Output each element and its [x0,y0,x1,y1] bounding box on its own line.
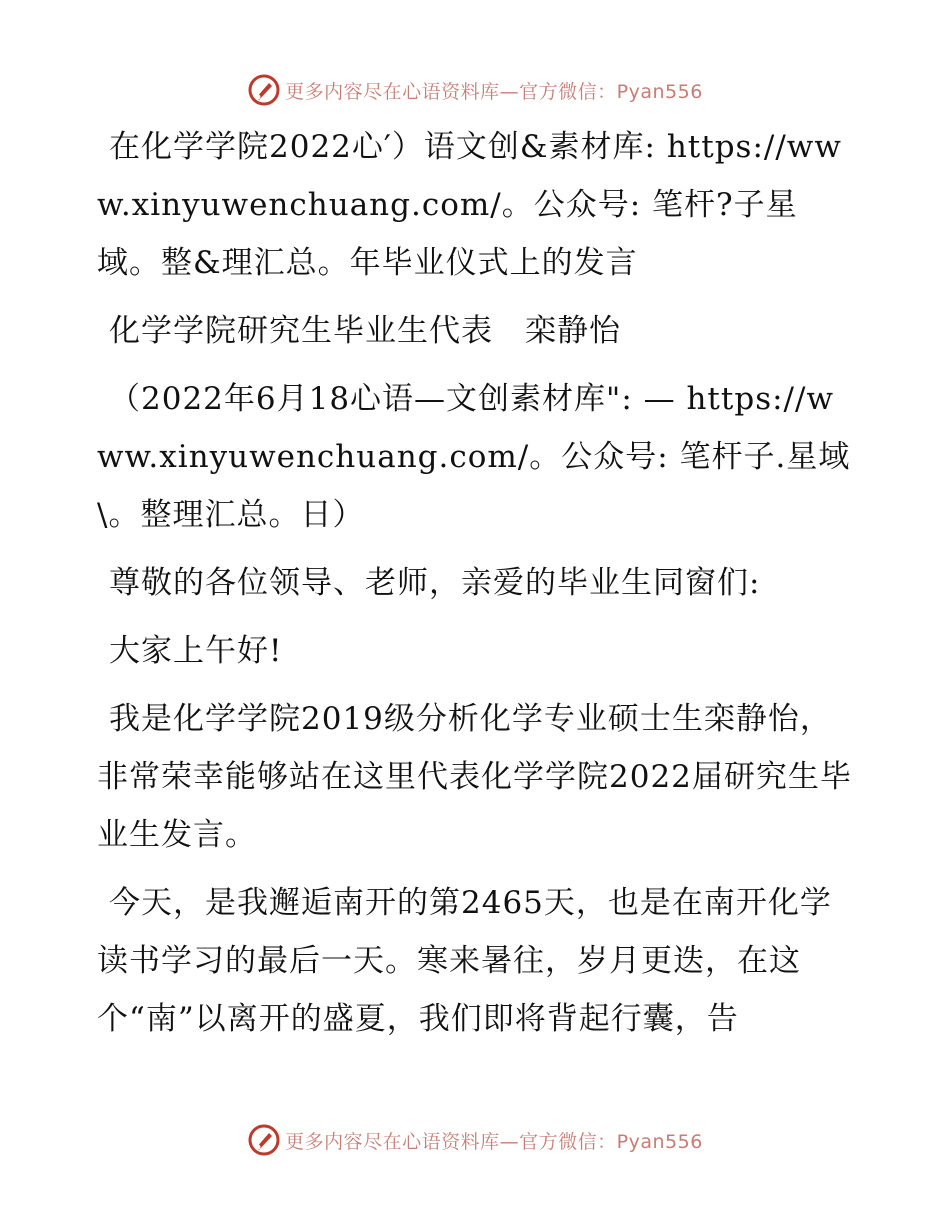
date-line: （2022年6月18心语—文创素材库": — https://www.xinyuwenchuang.com/。公众号: 笔杆子.星域\。整理汇总。日） [97,381,851,533]
header-banner [0,70,950,110]
title-line: 在化学学院2022心′）语文创&素材库: https://www.xinyuwenchuang.com/。公众号: 笔杆?子星域。整&理汇总。年毕业仪式上的发言 [97,129,842,281]
footer-banner [0,1120,950,1160]
greeting: 大家上午好! [109,633,283,669]
speaker-line: 化学学院研究生毕业生代表 栾静怡 [109,313,621,349]
paragraph-2: 今天，是我邂逅南开的第2465天，也是在南开化学读书学习的最后一天。寒来暑往，岁月更迭，在这个“南”以离开的盛夏，我们即将背起行囊，告 [97,885,832,1037]
salutation: 尊敬的各位领导、老师，亲爱的毕业生同窗们: [109,565,761,601]
paragraph-1: 我是化学学院2019级分析化学专业硕士生栾静怡，非常荣幸能够站在这里代表化学学院2022届研究生毕业生发言。 [97,701,852,853]
pen-seal-logo-icon [247,1123,281,1157]
document-body [97,118,857,1058]
header-banner-text: 更多内容尽在心语资料库—官方微信：Pyan556 [285,80,703,103]
footer-banner-text: 更多内容尽在心语资料库—官方微信：Pyan556 [285,1130,703,1153]
pen-seal-logo-icon [247,73,281,107]
